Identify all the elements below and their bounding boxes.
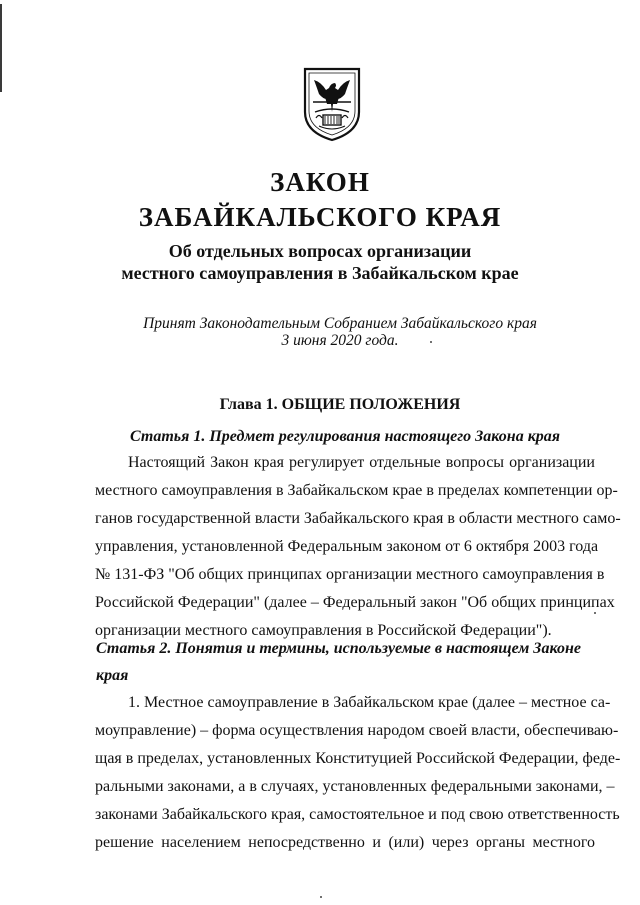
article2-text-line: решение населением непосредственно и (или) через органы местного [95, 834, 595, 851]
article1-text-line: ганов государственной власти Забайкальского края в области местного само- [95, 510, 621, 527]
law-subtitle-line2: местного самоуправления в Забайкальском крае [121, 263, 519, 283]
article1-text-line: организации местного самоуправления в Российской Федерации"). [95, 622, 552, 639]
article1-text-line: № 131-ФЗ "Об общих принципах организации местного самоуправления в [95, 566, 605, 583]
article2-heading-cont: края [96, 667, 129, 684]
scan-speck [430, 341, 432, 343]
scan-margin-line [0, 4, 2, 92]
article2-text-line: законами Забайкальского края, самостоятельное и под свою ответственность [95, 806, 620, 823]
article2-text-line: 1. Местное самоуправление в Забайкальском крае (далее – местное са- [128, 694, 611, 711]
article1-text-line: Настоящий Закон края регулирует отдельные вопросы организации [128, 454, 595, 471]
law-title: ЗАКОН [270, 167, 370, 197]
article2-text-line: моуправление) – форма осуществления народом своей власти, обеспечиваю- [95, 722, 619, 739]
adopted-date: 3 июня 2020 года. [281, 332, 399, 349]
article1-text-line: управления, установленной Федеральным законом от 6 октября 2003 года [95, 538, 599, 555]
coat-of-arms-icon [301, 66, 363, 142]
scan-speck [594, 612, 596, 614]
chapter-heading: Глава 1. ОБЩИЕ ПОЛОЖЕНИЯ [219, 396, 461, 413]
adopted-by: Принят Законодательным Собранием Забайкальского края [143, 315, 537, 332]
article1-heading: Статья 1. Предмет регулирования настоящего Закона края [130, 428, 561, 445]
law-subtitle-line1: Об отдельных вопросах организации [168, 241, 472, 261]
article1-text-line: местного самоуправления в Забайкальском крае в пределах компетенции ор- [95, 482, 618, 499]
article2-heading: Статья 2. Понятия и термины, используемые в настоящем Законе [96, 640, 581, 657]
scan-speck [320, 896, 322, 898]
law-region: ЗАБАЙКАЛЬСКОГО КРАЯ [138, 202, 502, 232]
article2-text-line: щая в пределах, установленных Конституцией Российской Федерации, феде- [95, 750, 621, 767]
article2-text-line: ральными законами, а в случаях, установленных федеральными законами, – [95, 778, 615, 795]
article1-text-line: Российской Федерации" (далее – Федеральный закон "Об общих принципах [95, 594, 615, 611]
